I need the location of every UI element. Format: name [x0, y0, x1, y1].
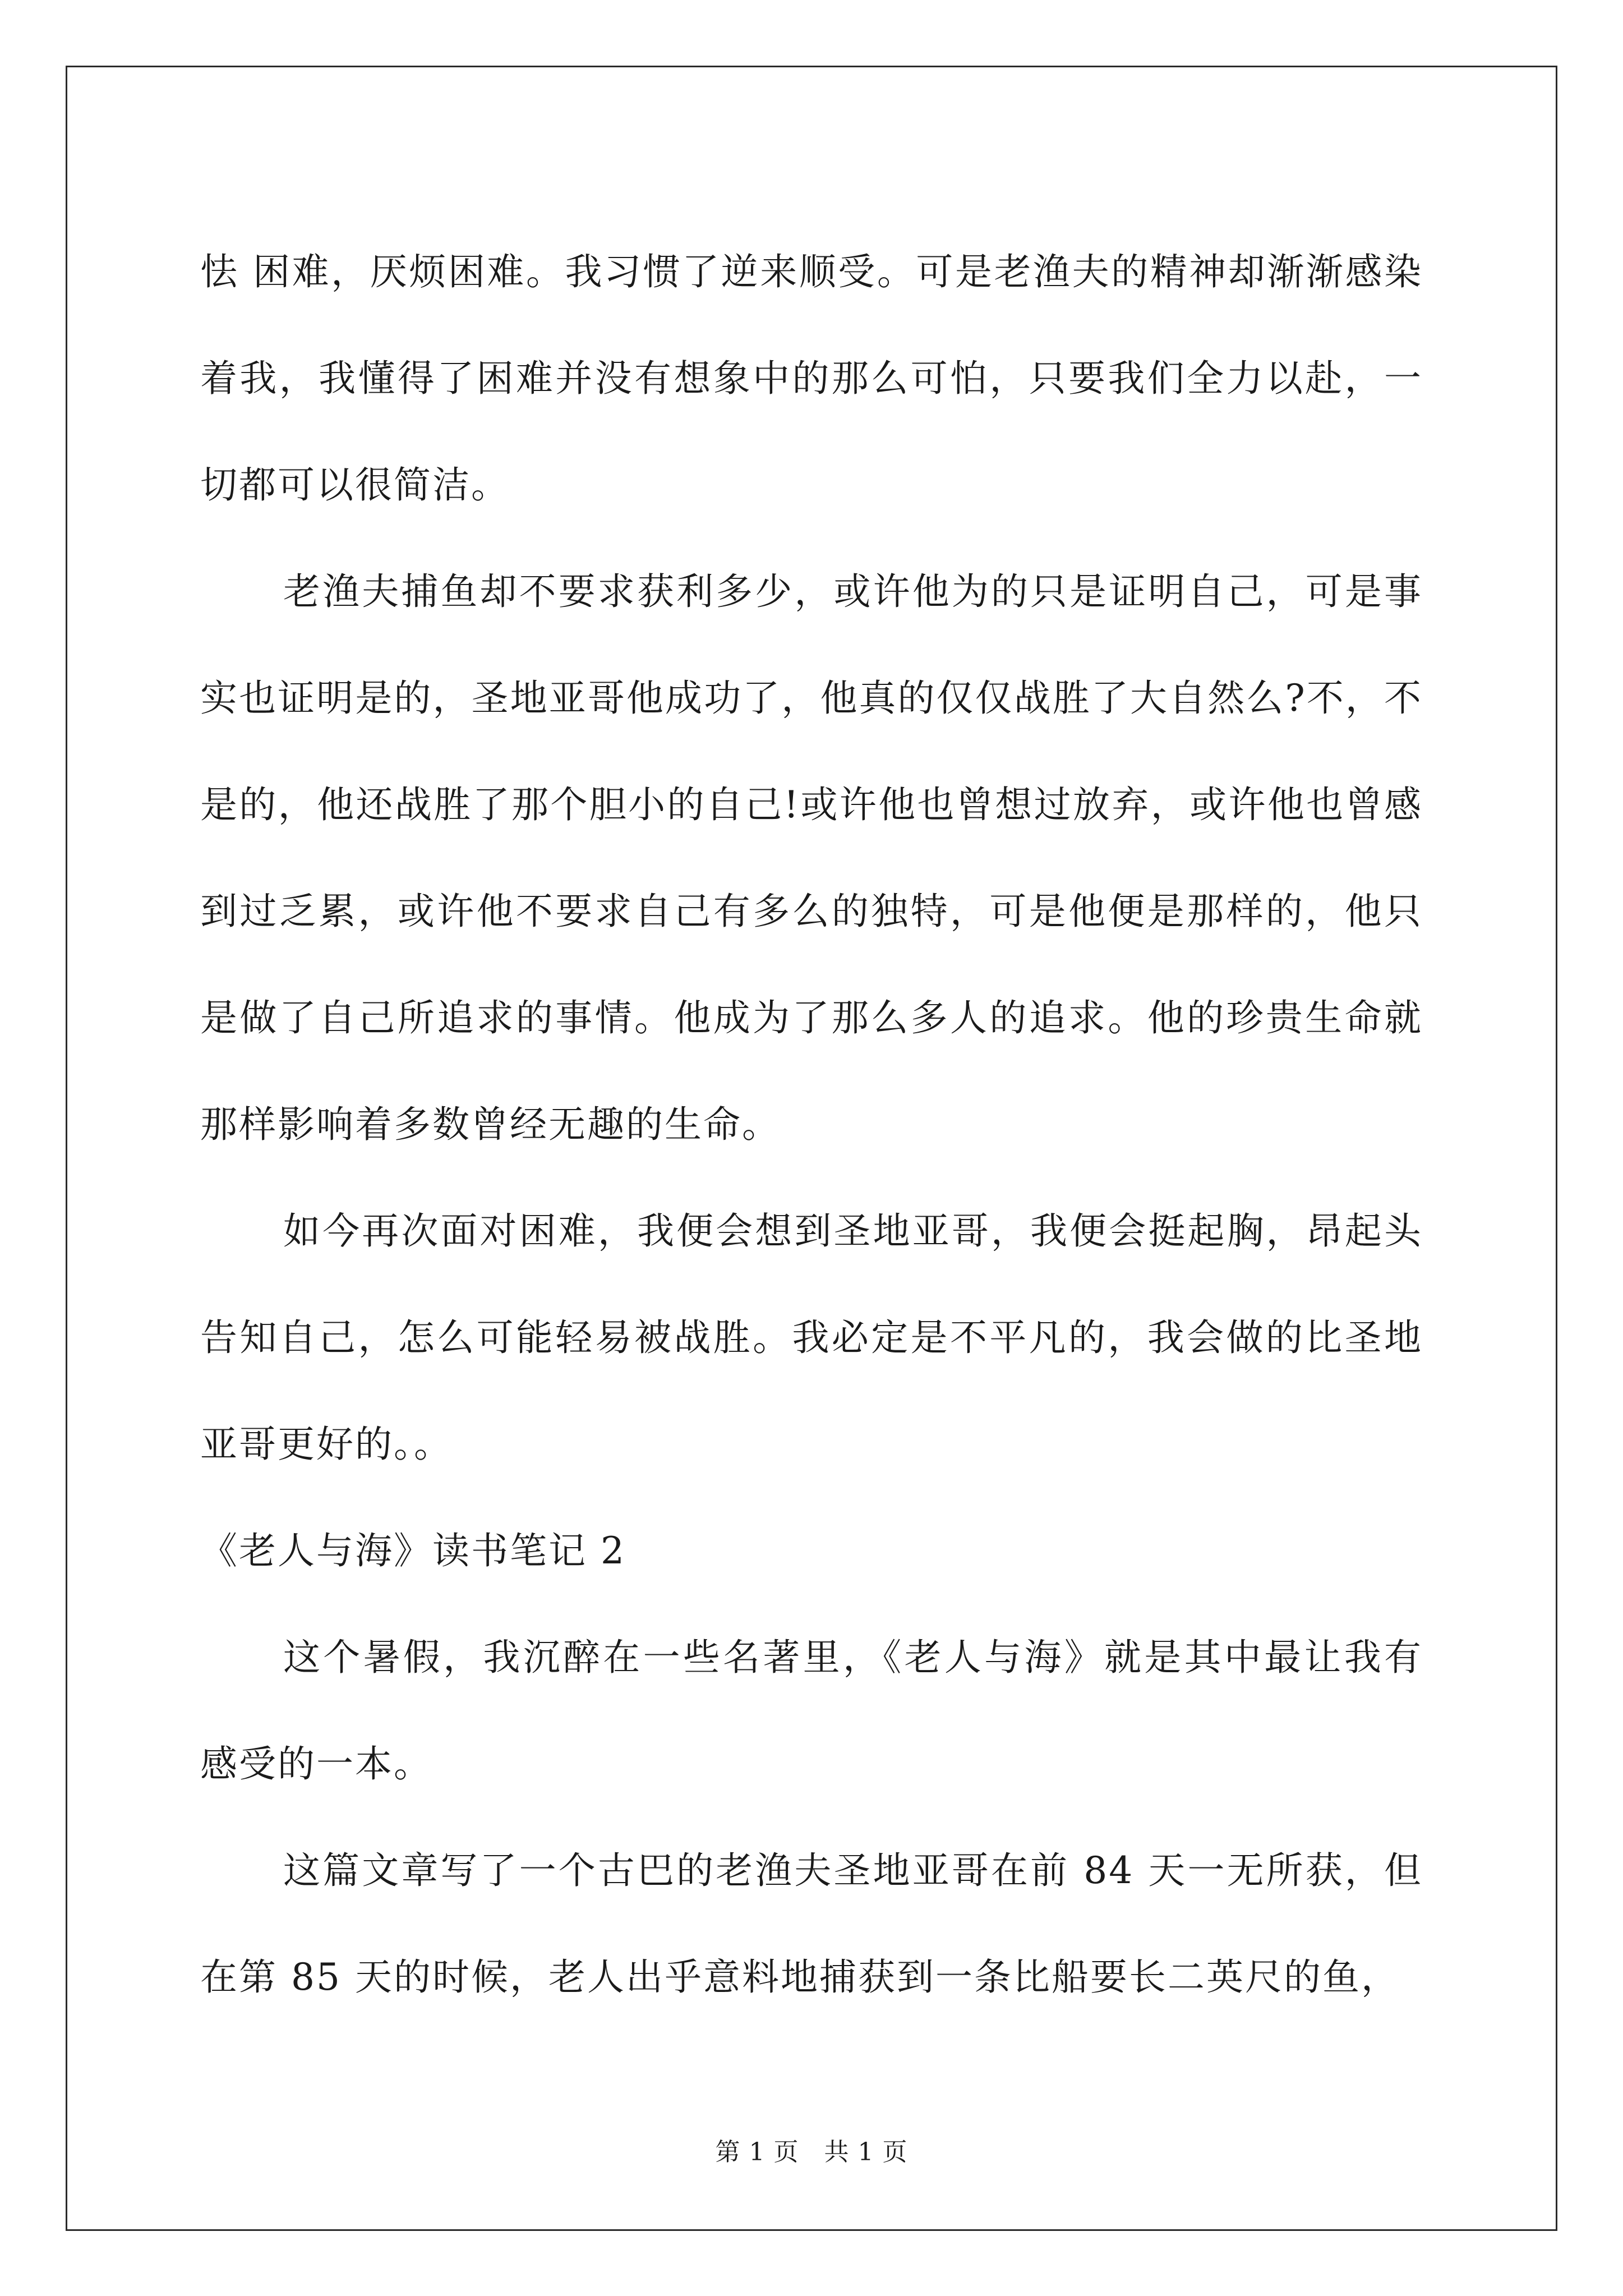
document-body: [200, 219, 1423, 2031]
paragraph: 这篇文章写了一个古巴的老渔夫圣地亚哥在前 84 天一无所获，但在第 85 天的时候，老人出乎意料地捕获到一条比船要长二英尺的鱼，: [200, 1849, 1423, 1999]
paragraph: 如今再次面对困难，我便会想到圣地亚哥，我便会挺起胸，昂起头告知自己，怎么可能轻易被战胜。我必定是不平凡的，我会做的比圣地亚哥更好的。。: [200, 1209, 1423, 1466]
section-heading: 《老人与海》读书笔记 2: [200, 1529, 626, 1572]
paragraph: 这个暑假，我沉醉在一些名著里，《老人与海》就是其中最让我有感受的一本。: [200, 1636, 1423, 1786]
paragraph: 老渔夫捕鱼却不要求获利多少，或许他为的只是证明自己，可是事实也证明是的，圣地亚哥他成功了，他真的仅仅战胜了大自然么?不，不是的，他还战胜了那个胆小的自己!或许他也曾想过放弃，或许他也曾感到过乏累，或许他不要求自己有多么的独特，可是他便是那样的，他只是做了自己所追求的事情。他成为了那么多人的追求。他的珍贵生命就那样影响着多数曾经无趣的生命。: [200, 570, 1423, 1146]
page-footer: 第 1 页 共 1 页: [715, 2138, 908, 2166]
paragraph-continuation: 怯 困难，厌烦困难。我习惯了逆来顺受。可是老渔夫的精神却渐渐感染着我，我懂得了困难并没有想象中的那么可怕，只要我们全力以赴，一切都可以很简洁。: [200, 250, 1423, 507]
